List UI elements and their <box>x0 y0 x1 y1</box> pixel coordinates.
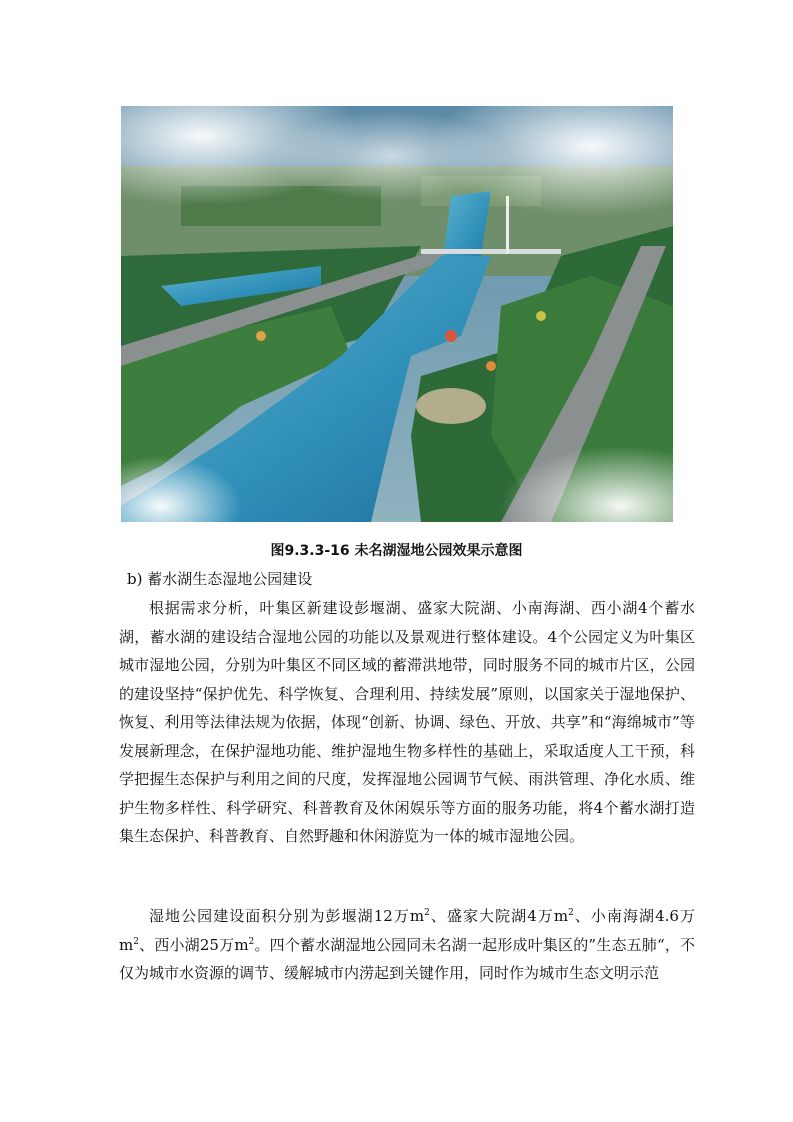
paragraph-2-part-5: 。四个蓄水湖湿地公园同未名湖一起形成叶集区的”生态五肺“，不仅为城市水资源的调节、缓解城市内涝起到关键作用，同时作为城市生态文明示范 <box>119 935 696 982</box>
wetland-park-rendering <box>121 106 673 522</box>
paragraph-1: 根据需求分析，叶集区新建设彭堰湖、盛家大院湖、小南海湖、西小湖4个蓄水湖，蓄水湖的建设结合湿地公园的功能以及景观进行整体建设。4个公园定义为叶集区城市湿地公园，分别为叶集区不同区域的蓄滞洪地带，同时服务不同的城市片区，公园的建设坚持“保护优先、科学恢复、合理利用、持续发展”原则，以国家关于湿地保护、恢复、利用等法律法规为依据，体现“创新、协调、绿色、开放、共享”和“海绵城市”等发展新理念，在保护湿地功能、维护湿地生物多样性的基础上，采取适度人工干预，科学把握生态保护与利用之间的尺度，发挥湿地公园调节气候、雨洪管理、净化水质、维护生物多样性、科学研究、科普教育及休闲娱乐等方面的服务功能，将4个蓄水湖打造集生态保护、科普教育、自然野趣和休闲游览为一体的城市湿地公园。 <box>119 599 695 845</box>
superscript-2: 2 <box>568 908 574 918</box>
paragraph-2-part-4: 、西小湖25万m <box>138 935 249 954</box>
paragraph-2 <box>119 902 695 988</box>
superscript-3: 2 <box>133 936 139 947</box>
superscript-4: 2 <box>248 936 255 947</box>
paragraph-2-part-2: 、盛家大院湖4万m <box>429 907 569 925</box>
paragraph-2-part-3: 、小南海湖4.6万m <box>119 907 695 954</box>
paragraph-2-part-1: 湿地公园建设面积分别为彭堰湖12万m <box>149 907 425 925</box>
section-heading: b) 蓄水湖生态湿地公园建设 <box>127 570 313 588</box>
figure-caption: 图9.3.3-16 未名湖湿地公园效果示意图 <box>270 543 523 559</box>
superscript-1: 2 <box>424 908 430 918</box>
